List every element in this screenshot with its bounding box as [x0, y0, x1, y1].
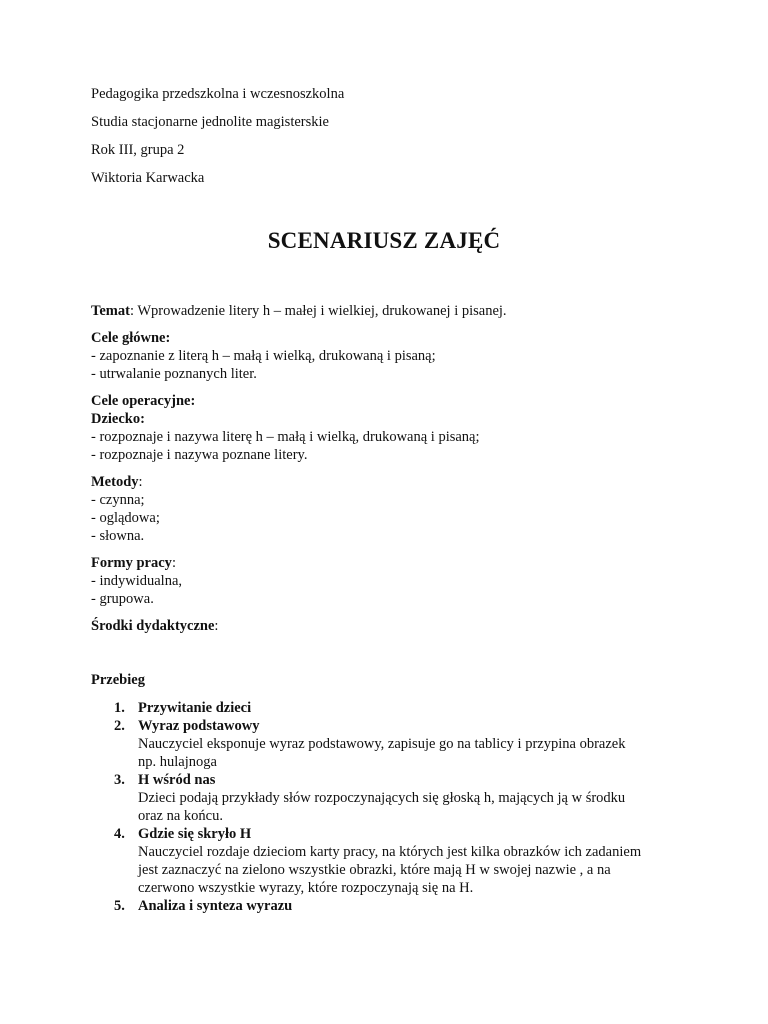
step-text-line: np. hulajnoga	[138, 754, 217, 770]
list-item: - indywidualna,	[91, 573, 183, 589]
section-formy-pracy	[91, 554, 691, 608]
section-cele-operacyjne	[91, 392, 691, 464]
step-title: Przywitanie dzieci	[138, 700, 252, 716]
step-number: 2.	[114, 718, 125, 734]
list-item	[91, 699, 691, 717]
step-number: 5.	[114, 898, 125, 914]
section-cele-glowne	[91, 329, 691, 383]
step-text-line: Dzieci podają przykłady słów rozpoczynających się głoską h, mających ją w środku	[138, 790, 626, 806]
step-text-line: Nauczyciel eksponuje wyraz podstawowy, zapisuje go na tablicy i przypina obrazek	[138, 736, 626, 752]
list-item: - zapoznanie z literą h – małą i wielką, drukowaną i pisaną;	[91, 348, 436, 364]
step-title: Gdzie się skryło H	[138, 826, 252, 842]
formy-colon: :	[171, 555, 176, 571]
przebieg-heading: Przebieg	[91, 672, 145, 688]
formy-label: Formy pracy	[91, 555, 172, 571]
section-srodki	[91, 617, 691, 635]
list-item: - rozpoznaje i nazywa poznane litery.	[91, 447, 308, 463]
step-number: 1.	[114, 700, 125, 716]
header-field-of-study: Pedagogika przedszkolna i wczesnoszkolna	[91, 86, 345, 102]
section-metody	[91, 473, 691, 545]
temat-label: Temat	[91, 303, 130, 319]
metody-label: Metody	[91, 474, 139, 490]
list-item: - utrwalanie poznanych liter.	[91, 366, 257, 382]
temat-text: : Wprowadzenie litery h – małej i wielkiej, drukowanej i pisanej.	[129, 303, 507, 319]
cele-operacyjne-sublabel: Dziecko:	[91, 411, 145, 427]
header-author: Wiktoria Karwacka	[91, 170, 205, 186]
list-item: - słowna.	[91, 528, 145, 544]
list-item: - rozpoznaje i nazywa literę h – małą i wielką, drukowaną i pisaną;	[91, 429, 480, 445]
document-body	[91, 302, 691, 915]
document-title: SCENARIUSZ ZAJĘĆ	[267, 228, 501, 253]
header-year-group: Rok III, grupa 2	[91, 142, 185, 158]
list-item: - czynna;	[91, 492, 145, 508]
step-title: H wśród nas	[138, 772, 216, 788]
srodki-colon: :	[214, 618, 219, 634]
cele-glowne-label: Cele główne:	[91, 330, 171, 346]
list-item: - grupowa.	[91, 591, 154, 607]
przebieg-steps-list	[91, 699, 691, 915]
list-item	[91, 771, 691, 825]
step-title: Wyraz podstawowy	[138, 718, 260, 734]
metody-colon: :	[138, 474, 143, 490]
srodki-label: Środki dydaktyczne	[91, 618, 215, 634]
list-item: - oglądowa;	[91, 510, 160, 526]
list-item	[91, 897, 691, 915]
step-text-line: Nauczyciel rozdaje dzieciom karty pracy, na których jest kilka obrazków ich zadaniem	[138, 844, 642, 860]
list-item	[91, 825, 691, 897]
section-temat	[91, 302, 691, 320]
step-number: 4.	[114, 826, 125, 842]
header-study-mode: Studia stacjonarne jednolite magisterskie	[91, 114, 329, 130]
step-text-line: jest zaznaczyć na zielono wszystkie obrazki, które mają H w swojej nazwie , a na	[138, 862, 611, 878]
step-number: 3.	[114, 772, 125, 788]
step-text-line: czerwono wszystkie wyrazy, które rozpoczynają się na H.	[138, 880, 474, 896]
list-item	[91, 717, 691, 771]
step-title: Analiza i synteza wyrazu	[138, 898, 293, 914]
step-text-line: oraz na końcu.	[138, 808, 223, 824]
document-header	[91, 85, 344, 197]
cele-operacyjne-label: Cele operacyjne:	[91, 393, 196, 409]
